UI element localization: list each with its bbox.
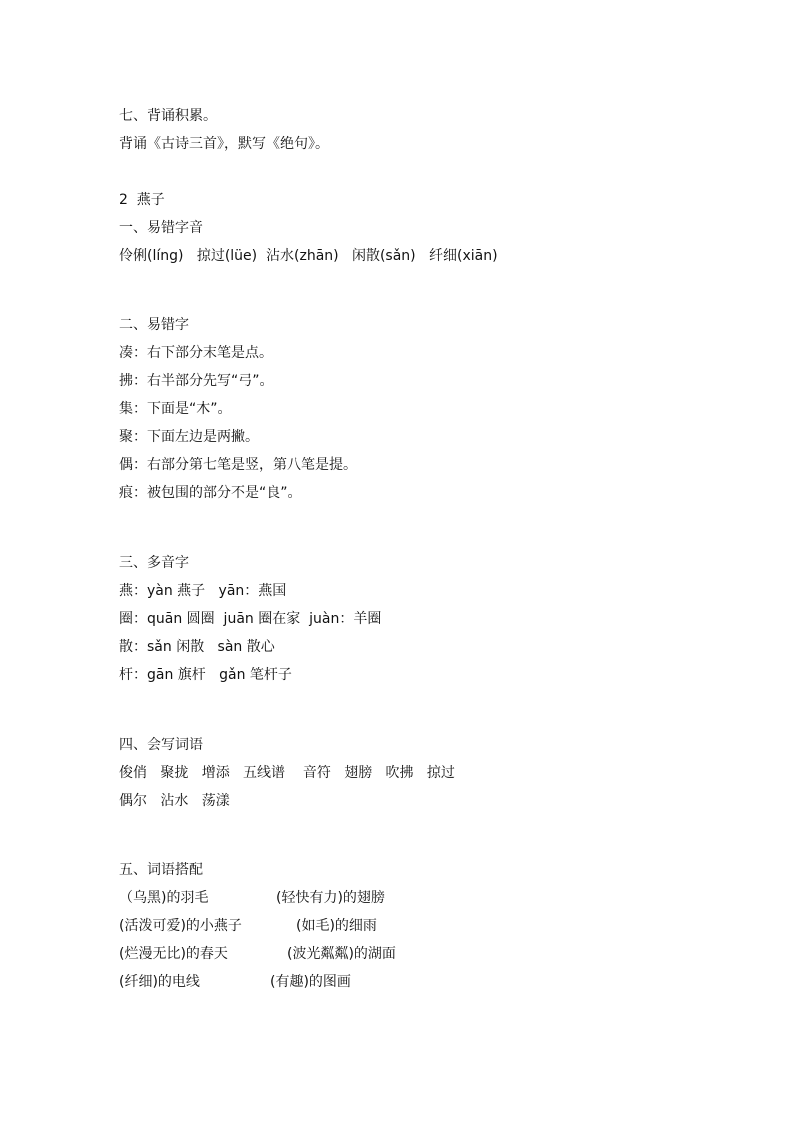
list-item: 拂：右半部分先写“弓”。 xyxy=(119,373,274,389)
list-item: 圈：quān 圆圈 juān 圈在家 juàn：羊圈 xyxy=(119,611,382,627)
list-item: 燕：yàn 燕子 yān：燕国 xyxy=(119,583,287,599)
section2-heading: 二、易错字 xyxy=(119,317,189,333)
collocation-right: (如毛)的细雨 xyxy=(296,918,377,934)
section3-heading: 三、多音字 xyxy=(119,555,189,571)
section4-heading: 四、会写词语 xyxy=(119,737,203,753)
section4-words-line1: 俊俏 聚拢 增添 五线谱 音符 翅膀 吹拂 掠过 xyxy=(119,765,455,781)
list-item: 散：sǎn 闲散 sàn 散心 xyxy=(119,639,275,655)
collocation-left: （乌黑)的羽毛 xyxy=(119,890,209,906)
collocation-left: (纤细)的电线 xyxy=(119,974,200,990)
list-item: 杆：gān 旗杆 gǎn 笔杆子 xyxy=(119,667,292,683)
section1-items: 伶俐(líng) 掠过(lüe) 沾水(zhān) 闲散(sǎn) 纤细(xiān) xyxy=(119,248,498,264)
section4-words-line2: 偶尔 沾水 荡漾 xyxy=(119,793,230,809)
list-item: 聚：下面左边是两撇。 xyxy=(119,429,259,445)
section7-body: 背诵《古诗三首》，默写《绝句》。 xyxy=(119,136,329,152)
collocation-right: (轻快有力)的翅膀 xyxy=(276,890,385,906)
list-item: 集：下面是“木”。 xyxy=(119,401,232,417)
collocation-left: (烂漫无比)的春天 xyxy=(119,946,228,962)
list-item: 凑：右下部分末笔是点。 xyxy=(119,345,273,361)
collocation-right: (波光粼粼)的湖面 xyxy=(287,946,396,962)
section1-heading: 一、易错字音 xyxy=(119,220,203,236)
section7-heading: 七、背诵积累。 xyxy=(119,108,217,124)
list-item: 偶：右部分第七笔是竖，第八笔是提。 xyxy=(119,457,357,473)
collocation-left: (活泼可爱)的小燕子 xyxy=(119,918,242,934)
section5-heading: 五、词语搭配 xyxy=(119,862,203,878)
lesson-title: 2 燕子 xyxy=(119,192,165,208)
collocation-right: (有趣)的图画 xyxy=(270,974,351,990)
list-item: 痕：被包围的部分不是“良”。 xyxy=(119,485,302,501)
